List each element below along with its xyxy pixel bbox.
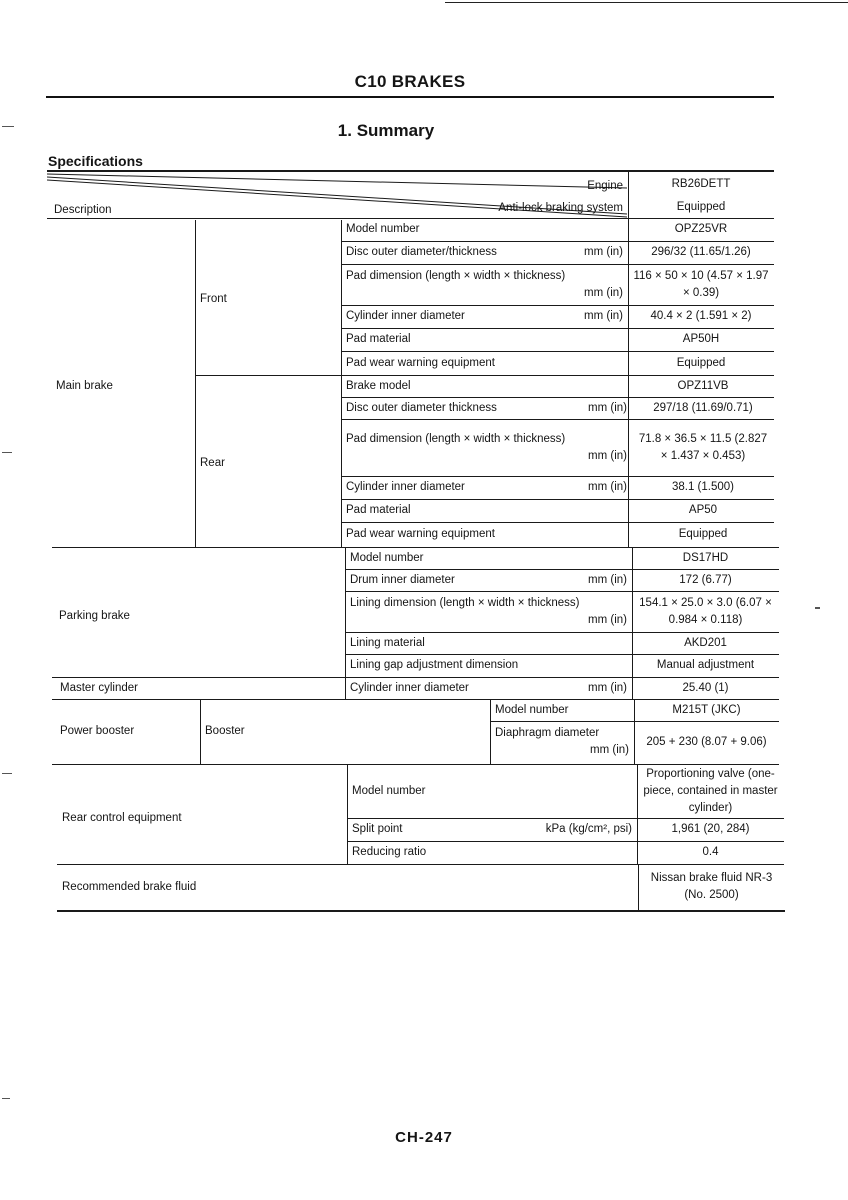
lining-material-value: AKD201	[684, 636, 727, 649]
lining-gap-label: Lining gap adjustment dimension	[350, 659, 519, 671]
rear-pad-label: Pad dimension (length × width × thickness) mm (in)	[341, 429, 632, 469]
rear-cylinder-unit: mm (in)	[588, 481, 627, 493]
chapter-rule	[46, 96, 774, 98]
rear-cylinder-label: Cylinder inner diameter mm (in)	[341, 476, 632, 499]
diaphragm-value: 205 + 230 (8.07 + 9.06)	[646, 736, 767, 748]
booster-model-value: M215T (JKC)	[672, 703, 741, 716]
master-cylinder-label: Master cylinder	[60, 681, 138, 694]
master-cylinder-value: 25.40 (1)	[682, 681, 729, 694]
section-title: 1. Summary	[337, 121, 435, 140]
parking-brake-label: Parking brake	[59, 610, 130, 622]
drum-value: 172 (6.77)	[679, 573, 732, 586]
margin-mark	[2, 1098, 10, 1099]
rear-control-model-value: Proportioning valve (one-piece, contained in master cylinder)	[643, 767, 778, 814]
front-pad-unit: mm (in)	[584, 287, 623, 299]
top-rule	[445, 2, 848, 3]
front-cylinder-label: Cylinder inner diameter mm (in)	[341, 305, 628, 328]
front-pad-value: 116 × 50 × 10 (4.57 × 1.97 × 0.39)	[633, 269, 769, 299]
split-point-label: Split point kPa (kg/cm², psi)	[347, 818, 637, 841]
master-cylinder-diameter-label: Cylinder inner diameter mm (in)	[345, 677, 632, 699]
margin-mark	[2, 773, 12, 774]
front-cylinder-value: 40.4 × 2 (1.591 × 2)	[650, 310, 752, 322]
rear-material-value: AP50	[688, 504, 718, 516]
brake-fluid-value: Nissan brake fluid NR-3 (No. 2500)	[650, 872, 773, 901]
rear-disc-unit: mm (in)	[588, 401, 627, 414]
front-model-value: OPZ25VR	[674, 223, 728, 235]
engine-label: Engine	[587, 180, 623, 192]
page-number: CH-247	[395, 1129, 453, 1146]
front-pad-label: Pad dimension (length × width × thickness) mm (in)	[341, 266, 628, 305]
reducing-ratio-value: 0.4	[702, 846, 719, 858]
front-material-label: Pad material	[346, 333, 411, 345]
split-point-unit: kPa (kg/cm², psi)	[545, 823, 632, 835]
specifications-table	[47, 170, 784, 912]
rear-warning-label: Pad wear warning equipment	[346, 528, 495, 540]
booster-model-label: Model number	[495, 703, 569, 716]
description-header: Description	[54, 204, 112, 216]
rear-control-label: Rear control equipment	[62, 812, 182, 824]
front-disc-unit: mm (in)	[584, 246, 623, 258]
rear-disc-value: 297/18 (11.69/0.71)	[653, 401, 753, 414]
parking-model-label: Model number	[350, 551, 424, 564]
rear-warning-value: Equipped	[678, 528, 728, 540]
lining-label: Lining dimension (length × width × thickness) mm (in)	[345, 593, 632, 632]
rear-material-label: Pad material	[346, 504, 411, 516]
brake-fluid-label: Recommended brake fluid	[62, 880, 197, 893]
front-cylinder-unit: mm (in)	[584, 310, 623, 322]
split-point-value: 1,961 (20, 284)	[671, 823, 750, 835]
abs-value: Equipped	[676, 200, 726, 213]
front-disc-value: 296/32 (11.65/1.26)	[651, 246, 751, 258]
booster-label: Booster	[205, 725, 245, 737]
front-material-value: AP50H	[682, 333, 720, 345]
rear-model-value: OPZ11VB	[677, 379, 729, 392]
margin-mark	[815, 607, 820, 609]
main-brake-label: Main brake	[56, 380, 113, 392]
parking-model-value: DS17HD	[682, 551, 729, 564]
abs-label: Anti-lock braking system	[498, 202, 623, 214]
diaphragm-label: Diaphragm diameter mm (in)	[490, 723, 634, 763]
specifications-heading: Specifications	[48, 153, 143, 169]
lining-material-label: Lining material	[350, 636, 425, 649]
margin-mark	[2, 452, 12, 453]
front-label: Front	[200, 293, 227, 305]
lining-gap-value: Manual adjustment	[656, 659, 755, 671]
drum-unit: mm (in)	[588, 573, 627, 586]
front-warning-label: Pad wear warning equipment	[346, 356, 495, 369]
front-model-label: Model number	[346, 223, 420, 235]
lining-value: 154.1 × 25.0 × 3.0 (6.07 × 0.984 × 0.118)	[639, 596, 772, 626]
engine-value: RB26DETT	[671, 177, 731, 190]
rear-control-model-label: Model number	[352, 784, 426, 797]
margin-mark	[2, 126, 14, 127]
rear-disc-label: Disc outer diameter thickness mm (in)	[341, 397, 632, 419]
reducing-ratio-label: Reducing ratio	[352, 846, 427, 858]
rear-cylinder-value: 38.1 (1.500)	[671, 481, 734, 493]
rear-pad-value: 71.8 × 36.5 × 11.5 (2.827 × 1.437 × 0.453)	[638, 432, 768, 462]
chapter-title: C10 BRAKES	[354, 72, 466, 91]
drum-label: Drum inner diameter mm (in)	[345, 569, 632, 591]
power-booster-label: Power booster	[60, 725, 135, 737]
rear-model-label: Brake model	[346, 379, 411, 392]
diaphragm-unit: mm (in)	[590, 744, 629, 756]
lining-unit: mm (in)	[588, 614, 627, 626]
master-cylinder-unit: mm (in)	[588, 681, 627, 694]
front-warning-value: Equipped	[676, 356, 726, 369]
front-disc-label: Disc outer diameter/thickness mm (in)	[341, 241, 628, 264]
rear-pad-unit: mm (in)	[588, 450, 627, 462]
rear-label: Rear	[200, 457, 225, 469]
